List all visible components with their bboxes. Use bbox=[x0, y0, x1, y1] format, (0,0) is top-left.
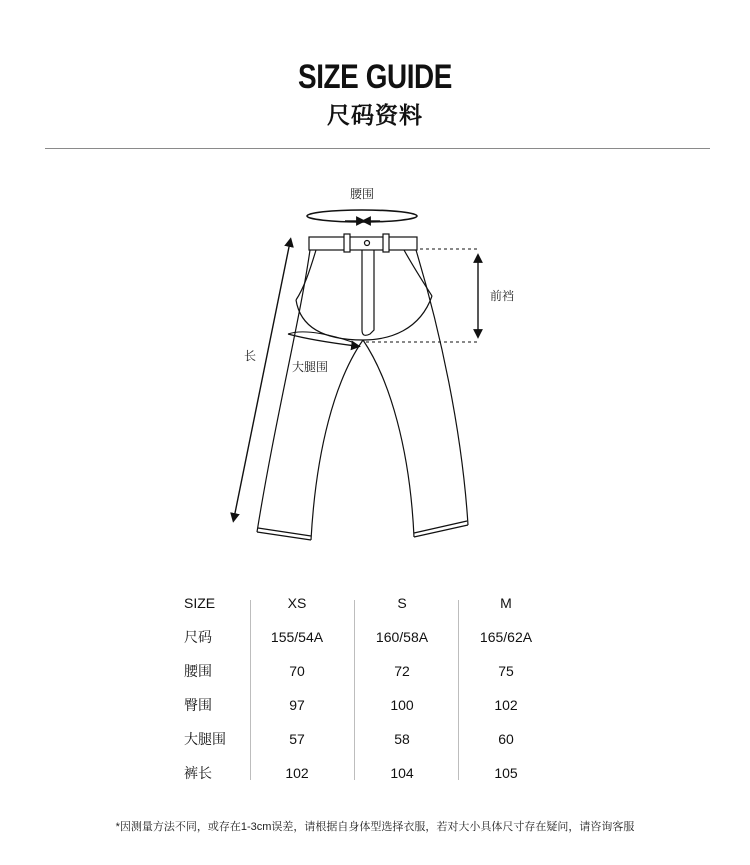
table-cell: 102 bbox=[494, 697, 518, 713]
table-header-row bbox=[170, 590, 570, 624]
size-table bbox=[170, 590, 570, 794]
table-cell: 105 bbox=[494, 765, 518, 781]
header-cell: SIZE bbox=[184, 595, 216, 611]
pants-outline bbox=[257, 234, 468, 540]
table-cell: 102 bbox=[285, 765, 309, 781]
length-label: 长 bbox=[244, 349, 257, 363]
title-chinese: 尺码资料 bbox=[327, 102, 423, 128]
rise-label: 前裆 bbox=[490, 289, 515, 303]
table-cell: 160/58A bbox=[375, 629, 429, 645]
table-cell: 57 bbox=[289, 731, 305, 747]
header-cell: S bbox=[397, 595, 407, 611]
table-cell: 97 bbox=[289, 697, 305, 713]
table-cell: 104 bbox=[390, 765, 414, 781]
row-label: 臀围 bbox=[184, 697, 212, 713]
row-label: 大腿围 bbox=[184, 731, 226, 747]
table-row bbox=[170, 760, 570, 794]
table-cell: 70 bbox=[289, 663, 305, 679]
table-cell: 60 bbox=[498, 731, 514, 747]
thigh-label: 大腿围 bbox=[292, 360, 329, 374]
row-label: 裤长 bbox=[184, 765, 212, 781]
table-cell: 72 bbox=[394, 663, 410, 679]
table-cell: 155/54A bbox=[270, 629, 324, 645]
row-label: 尺码 bbox=[184, 629, 212, 645]
rise-measure-icon bbox=[366, 249, 480, 342]
length-measure-icon bbox=[234, 242, 290, 518]
table-cell: 100 bbox=[390, 697, 414, 713]
row-label: 腰围 bbox=[184, 663, 212, 679]
table-row bbox=[170, 624, 570, 658]
table-row bbox=[170, 726, 570, 760]
table-cell: 75 bbox=[498, 663, 514, 679]
header-cell: M bbox=[500, 595, 512, 611]
header-cell: XS bbox=[287, 595, 307, 611]
table-cell: 58 bbox=[394, 731, 410, 747]
waist-label: 腰围 bbox=[350, 187, 375, 201]
footnote: *因测量方法不同，或存在1-3cm误差，请根据自身体型选择衣服，若对大小具体尺寸存在疑问，请咨询客服 bbox=[115, 821, 635, 833]
table-cell: 165/62A bbox=[479, 629, 533, 645]
table-row bbox=[170, 658, 570, 692]
pants-diagram bbox=[0, 170, 750, 560]
header-divider bbox=[45, 148, 710, 149]
title-english: SIZE GUIDE bbox=[298, 58, 452, 96]
waist-measure-icon bbox=[307, 210, 417, 222]
table-row bbox=[170, 692, 570, 726]
